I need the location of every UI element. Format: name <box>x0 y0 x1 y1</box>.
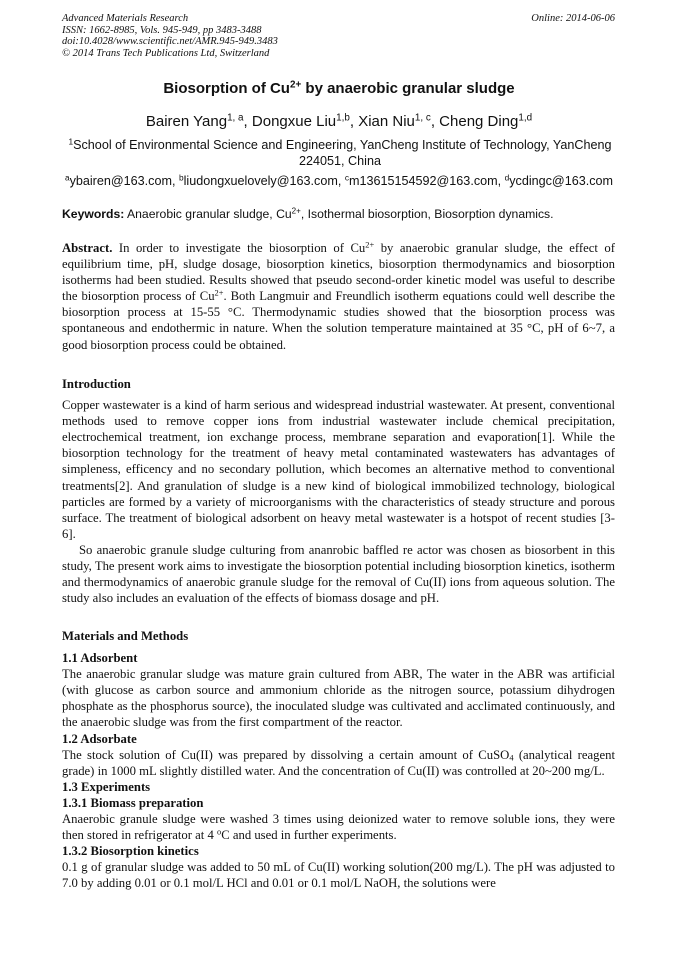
email[interactable]: $^a$ybairen@163.com <box>64 172 172 188</box>
paragraph: So anaerobic granule sludge culturing from ananrobic baffled re actor was chosen as biosorbent in this study, The present work aims to investigate the biosorption potential including biosorption kinetics, isotherm and thermodynamics of anaerobic granule sludge for the removal of Cu(II) ions from aqueous solution. The study also includes an evaluation of the effects of biomass dosage and pH. <box>62 542 615 606</box>
journal-name: Advanced Materials Research <box>62 13 189 24</box>
email-list: $^a$ybairen@163.com, $^b$liudongxuelovely@163.com, $^c$m13615154592@163.com, $^d$ycdingc@163.com <box>64 172 614 188</box>
author: Xian Niu$^{1, c}$, <box>358 112 440 130</box>
author: Cheng Ding$^{1,d}$ <box>439 112 533 130</box>
subsection-heading: 1.2 Adsorbate <box>62 731 137 746</box>
section-heading: Materials and Methods <box>62 629 189 643</box>
paragraph: The stock solution of Cu(II) was prepared by dissolving a certain amount of CuSO$_4$ (analytical reagent grade) in 1000 mL slightly distilled water. And the concentration of Cu(II) was controlled at 20~200 mg/L. <box>62 747 615 778</box>
subsection-heading: 1.1 Adsorbent <box>62 651 138 666</box>
abstract-label: Abstract. <box>62 241 113 255</box>
paragraph: The anaerobic granular sludge was mature grain cultured from ABR, The water in the ABR was artificial (with glucose as carbon source and ammonium chloride as the nitrogen source, potassium dihydrogen phosphate as the phosphorus source), the inoculated sludge was cultivated and acclimated continuously, and the anaerobic sludge was from the first compartment of the reactor. <box>62 667 615 730</box>
keywords: Keywords: Anaerobic granular sludge, $Cu^{2+}$, Isothermal biosorption, Biosorption dynamics. <box>62 206 554 221</box>
author: Bairen Yang$^{1, a}$, <box>145 112 252 130</box>
title-text-suffix: by anaerobic granular sludge <box>301 80 515 97</box>
subsection-heading: 1.3 Experiments <box>62 779 151 794</box>
abstract: Abstract. In order to investigate the biosorption of $Cu^{2+}$ by anaerobic granular sludge, the effect of equilibrium time, pH, sludge dosage, biosorption kinetics, biosorption thermodynamics and biosorption isotherms had been studied. Results showed that pseudo second-order kinetic model was useful to describe the biosorption process of $Cu^{2+}$. Both Langmuir and Freundlich isotherm equations could well describe the biosorption process at 15-55 °C. Thermodynamic studies showed that the biosorption process was spontaneous and endothermic in nature. When the solution temperature maintained at 35 °C, pH of 6~7, a good biosorption process could be obtained. <box>62 240 615 352</box>
copyright-line: © 2014 Trans Tech Publications Ltd, Switzerland <box>62 47 270 59</box>
methods-section <box>62 628 615 892</box>
section-heading: Introduction <box>62 377 131 391</box>
email[interactable]: $^b$liudongxuelovely@163.com <box>178 172 338 188</box>
doi-line: doi:10.4028/www.scientific.net/AMR.945-949.3483 <box>62 36 278 48</box>
title-superscript: 2+ <box>289 79 302 91</box>
paragraph: 0.1 g of granular sludge was added to 50 mL of Cu(II) working solution(200 mg/L). The pH was adjusted to 7.0 by adding 0.01 or 0.1 mol/L HCl and 0.01 or 0.1 mol/L NaOH, the solutions were <box>62 860 615 891</box>
title-text: Biosorption of Cu <box>163 80 290 97</box>
subsection-heading: 1.3.2 Biosorption kinetics <box>62 844 199 859</box>
email[interactable]: $^d$ycdingc@163.com <box>504 172 614 188</box>
paragraph: Anaerobic granule sludge were washed 3 times using deionized water to remove soluble ions, they were then stored in refrigerator at 4 $^o$C and used in further experiments. <box>62 812 615 843</box>
paragraph: Copper wastewater is a kind of harm serious and widespread industrial wastewater. At present, conventional methods used to remove copper ions from industrial wastewater include chemical precipitation, electrochemical treatment, ion exchange process, membrane separation and evaporation[1]. While the biosorption technology for the treatment of heavy metal contaminated wastewaters has advantages of simpleness, efficency and no secondary pollution, which becomes an alternative method to conventional treatments[2]. And granulation of sludge is a new kind of biological immobilized technology, biological particles are formed by a variety of microorganisms with the characteristics of steady structure and porous surface. The treatment of biological adsorbent on heavy metal wastewater is a hotspot of recent studies [3-6]. <box>62 398 615 541</box>
introduction-section <box>62 376 615 606</box>
online-date: Online: 2014-06-06 <box>531 13 615 24</box>
author-list <box>0 113 678 130</box>
journal-header <box>62 13 278 59</box>
keywords-label: Keywords: <box>62 207 125 221</box>
paper-title <box>0 80 678 97</box>
affiliation: $^1$School of Environmental Science and Engineering, YanCheng Institute of Technology, YanCheng 224051, China <box>68 136 612 168</box>
subsection-heading: 1.3.1 Biomass preparation <box>62 795 204 810</box>
author: Dongxue Liu$^{1,b}$, <box>251 112 359 130</box>
email[interactable]: $^c$m13615154592@163.com <box>344 172 498 188</box>
issn-line: ISSN: 1662-8985, Vols. 945-949, pp 3483-3488 <box>62 24 262 36</box>
